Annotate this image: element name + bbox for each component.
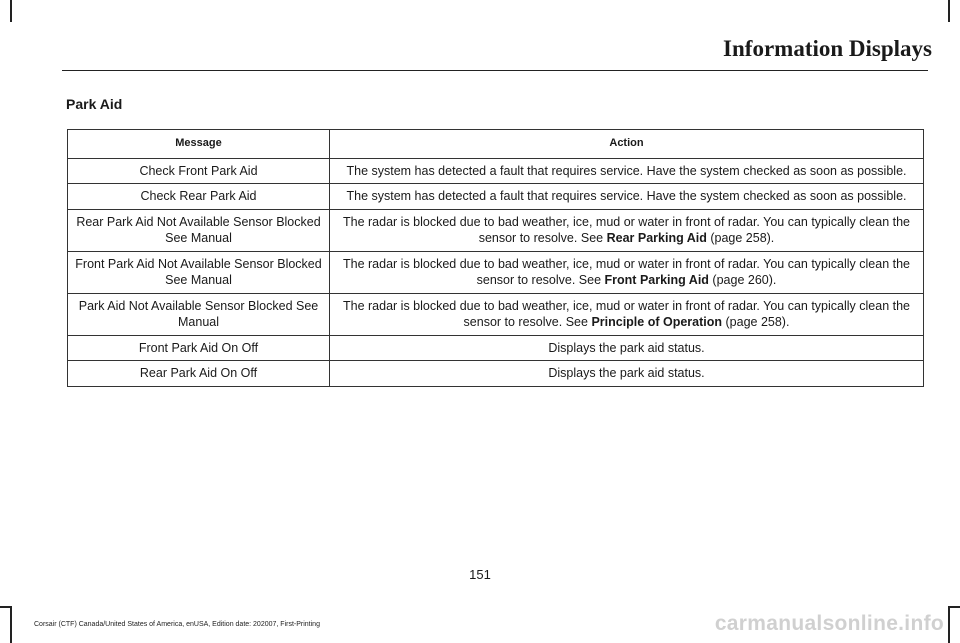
action-cell <box>330 335 924 361</box>
page-reference: (page 258). <box>725 315 790 330</box>
table-row <box>68 361 924 387</box>
action-text: The system has detected a fault that requires service. Have the system checked as soon as possible. <box>346 163 907 178</box>
message-cell: Rear Park Aid On Off <box>68 361 330 387</box>
table-row <box>68 158 924 184</box>
action-cell <box>330 361 924 387</box>
page-reference: (page 258). <box>710 231 775 246</box>
crop-mark <box>948 0 950 22</box>
crop-mark <box>0 606 11 608</box>
page-reference: (page 260). <box>712 273 777 288</box>
crop-mark <box>10 0 12 22</box>
header-rule <box>62 70 928 71</box>
action-text: The radar is blocked due to bad weather, ice, mud or water in front of radar. You can typically clean the sensor to resolve. <box>343 256 910 288</box>
cross-reference-link[interactable]: Front Parking Aid <box>604 273 709 288</box>
action-text: The radar is blocked due to bad weather, ice, mud or water in front of radar. You can typically clean the sensor to resolve. <box>343 298 910 330</box>
crop-mark <box>10 606 12 643</box>
watermark: carmanualsonline.info <box>714 612 944 635</box>
running-title: Information Displays <box>723 36 932 61</box>
cross-reference-link[interactable]: Rear Parking Aid <box>606 231 707 246</box>
table-row <box>68 293 924 335</box>
action-cell <box>330 209 924 251</box>
page-number: 151 <box>469 567 491 582</box>
park-aid-message-table <box>67 129 924 387</box>
action-text: Displays the park aid status. <box>548 366 705 381</box>
message-cell: Check Front Park Aid <box>68 158 330 184</box>
action-text: The system has detected a fault that requires service. Have the system checked as soon as possible. <box>346 189 907 204</box>
section-title: Park Aid <box>66 96 123 112</box>
message-cell: Front Park Aid On Off <box>68 335 330 361</box>
column-header-action: Action <box>330 130 924 159</box>
edition-footer: Corsair (CTF) Canada/United States of America, enUSA, Edition date: 202007, First-Printing <box>34 621 320 628</box>
crop-mark <box>948 606 960 608</box>
message-cell: Park Aid Not Available Sensor Blocked See Manual <box>68 293 330 335</box>
cross-reference-link[interactable]: Principle of Operation <box>591 315 723 330</box>
see-prefix: See <box>578 273 602 288</box>
table-row <box>68 251 924 293</box>
message-cell: Check Rear Park Aid <box>68 184 330 210</box>
column-header-message: Message <box>68 130 330 159</box>
crop-mark <box>948 606 950 643</box>
action-cell <box>330 251 924 293</box>
message-cell: Rear Park Aid Not Available Sensor Blocked See Manual <box>68 209 330 251</box>
table-header-row <box>68 130 924 159</box>
table-row <box>68 335 924 361</box>
see-prefix: See <box>580 231 604 246</box>
action-text: The radar is blocked due to bad weather, ice, mud or water in front of radar. You can typically clean the sensor to resolve. <box>343 214 910 246</box>
action-cell <box>330 184 924 210</box>
table-row <box>68 184 924 210</box>
action-text: Displays the park aid status. <box>548 340 705 355</box>
see-prefix: See <box>565 315 588 330</box>
action-cell <box>330 293 924 335</box>
action-cell <box>330 158 924 184</box>
message-cell: Front Park Aid Not Available Sensor Blocked See Manual <box>68 251 330 293</box>
table-row <box>68 209 924 251</box>
